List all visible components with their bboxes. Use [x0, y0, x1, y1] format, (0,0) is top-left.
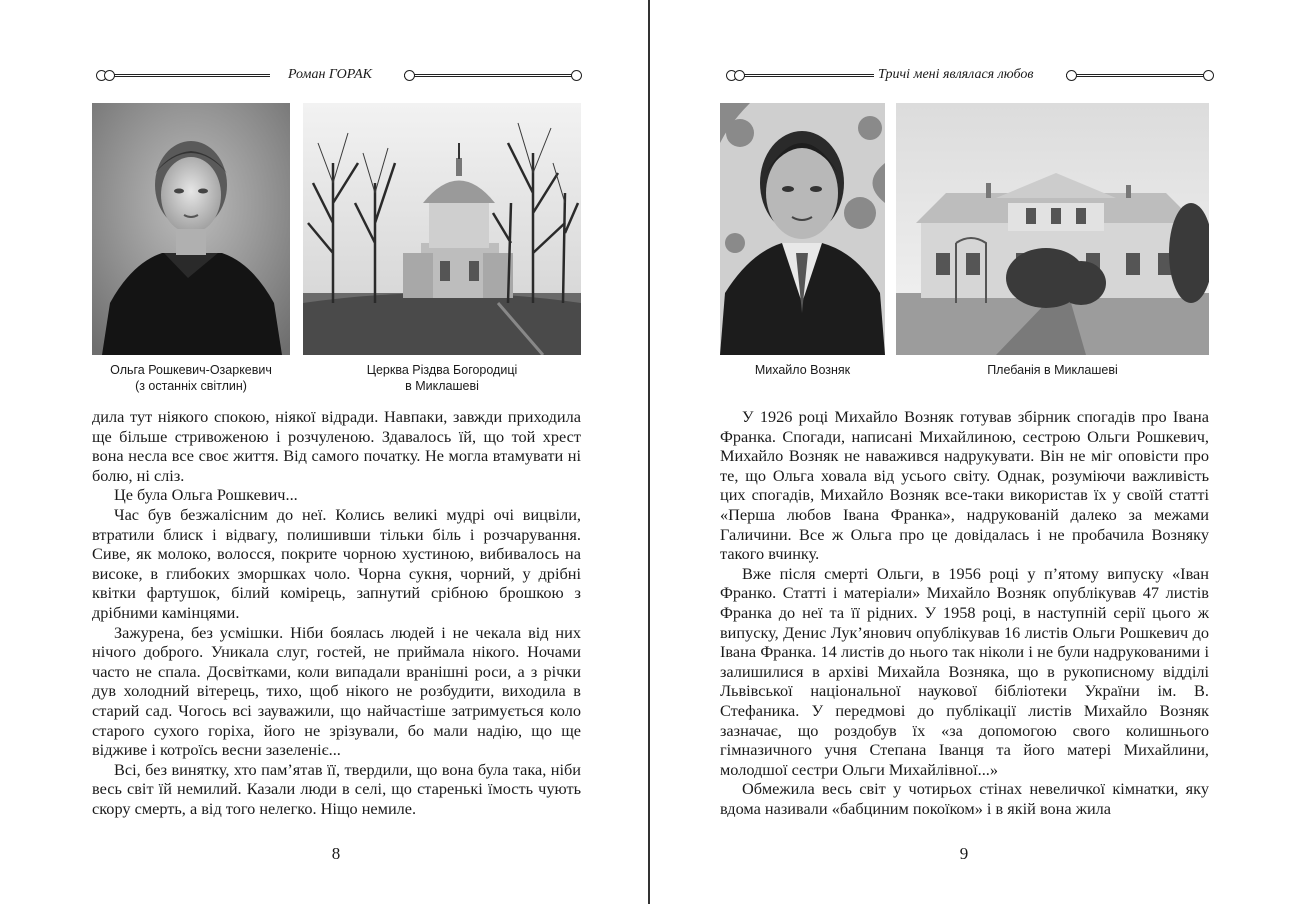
caption-olga [92, 362, 290, 394]
paragraph: Обмежила весь світ у чотирьох стінах невеличкої кімнатки, яку вдома називали «бабциним покоїком» і в якій вона жила [720, 779, 1209, 818]
caption-line: Ольга Рошкевич-Озаркевич [110, 363, 272, 377]
left-header-title: Роман ГОРАК [288, 67, 372, 82]
left-running-header [0, 66, 648, 84]
caption-vozniak [720, 362, 885, 378]
left-page [0, 0, 648, 904]
paragraph: дила тут ніякого спокою, ніякої відради. Навпаки, завжди приходила ще більше стривоженою і розчуленою. Здавалось їй, що той хрест вона несла все своє життя. Від самого початку. Не могла втамувати ні болю, ні сліз. [92, 407, 581, 485]
paragraph: Зажурена, без усмішки. Ніби боялась людей і не чекала від них нічого доброго. Уникала слуг, гостей, не приймала нікого. Ночами часто не спала. Досвітками, коли випадали вранішні роси, а з річки дув холодний вітерець, тихо, щоб нікого не розбудити, виходила в старий сад. Чогось всі зауважили, що найчастіше затримується коло старого сухого горіха, його не зрізували, бо мали надію, що ще відживе і котроїсь весни зазеленіє... [92, 622, 581, 760]
page-number-right: 9 [959, 844, 969, 863]
page-number-left: 8 [331, 844, 341, 863]
portrait-photo-vozniak [720, 103, 885, 355]
paragraph: Всі, без винятку, хто пам’ятав її, твердили, що вона була така, ніби весь світ їй немилий. Казали люди в селі, що старенькі їмость чують скору смерть, а від того нелегко. Ніщо немиле. [92, 759, 581, 818]
caption-line: (з останніх світлин) [135, 379, 247, 393]
caption-line: Плебанія в Миклашеві [987, 363, 1118, 377]
caption-church [303, 362, 581, 394]
caption-line: Михайло Возняк [754, 363, 851, 377]
church-photo [303, 103, 581, 355]
caption-line: Церква Різдва Богородиці [366, 363, 518, 377]
header-rule-right [404, 74, 574, 77]
caption-rectory [896, 362, 1209, 378]
right-running-header [650, 66, 1298, 84]
header-rule-right [1066, 74, 1206, 77]
header-rule-left [734, 74, 874, 77]
right-page [650, 0, 1298, 904]
caption-line: в Миклашеві [405, 379, 479, 393]
paragraph: У 1926 році Михайло Возняк готував збірник спогадів про Івана Франка. Спогади, написані Михайлиною, сестрою Ольги Рошкевич, Михайло Возняк не наважився надрукувати. Він не міг оповісти про те, що Ольга ховала від усього світу. Однак, розуміючи важливість цих спогадів, Михайло Возняк все-таки використав їх у своїй статті «Перша любов Івана Франка», надрукованій далеко за межами Галичини. Все ж Ольга про це довідалась і не пробачила Возняку такого вчинку. [720, 407, 1209, 564]
rectory-photo [896, 103, 1209, 355]
right-body-text [720, 407, 1209, 818]
paragraph: Час був безжалісним до неї. Колись великі мудрі очі вицвіли, втратили блиск і відвагу, полишивши тільки біль і розчарування. Сиве, як молоко, волосся, покрите чорною хустиною, вибивалось на високе, в глибоких зморшках чоло. Чорна сукня, чорний, у дрібні квітки фартушок, білий комірець, запнутий срібною брошкою з дрібними камінцями. [92, 504, 581, 622]
paragraph: Вже після смерті Ольги, в 1956 році у п’ятому випуску «Іван Франко. Статті і матеріали» Михайло Возняк опублікував 47 листів Франка до неї та її рідних. У 1958 році, в наступній серії цього ж випуску, Денис Лук’янович опублікував 16 листів Ольги Рошкевич до Івана Франка. 14 листів до нього так ніколи і не були надрукованими і залишилися в архіві Михайла Возняка, що в рукописному відділі Львівської національної наукової бібліотеки України ім. В. Стефаника. У передмові до публікації листів Михайло Возняк зазначає, що роздобув їх «за допомогою свого колишнього гімназичного учня Степана Іванця та його матері Михайлини, молодшої сестри Ольги Михайлівної...» [720, 563, 1209, 779]
right-header-title: Тричі мені являлася любов [878, 67, 1034, 82]
portrait-photo-olga [92, 103, 290, 355]
header-rule-left [104, 74, 270, 77]
left-body-text [92, 407, 581, 818]
paragraph: Це була Ольга Рошкевич... [114, 485, 298, 505]
